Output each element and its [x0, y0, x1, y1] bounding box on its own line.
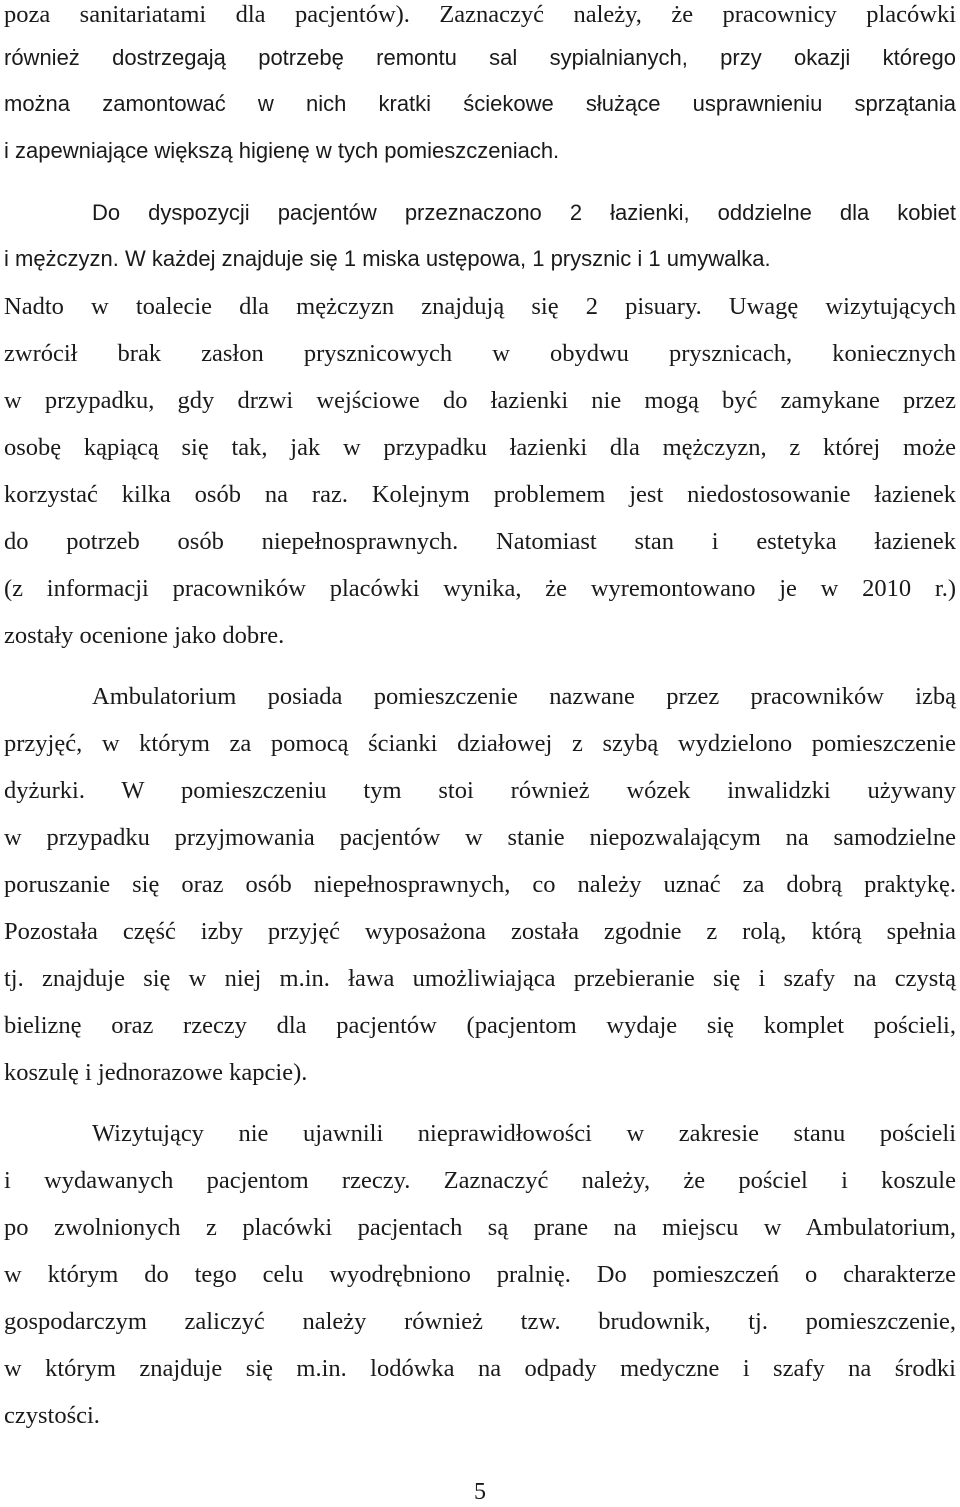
text-line: poza sanitariatami dla pacjentów). Zaznaczyć należy, że pracownicy placówki — [4, 1, 956, 28]
text-line: do potrzeb osób niepełnosprawnych. Natomiast stan i estetyka łazienek — [4, 528, 956, 555]
text-line: i zapewniające większą higienę w tych pomieszczeniach. — [4, 138, 560, 163]
text-line: osobę kąpiącą się tak, jak w przypadku łazienki dla mężczyzn, z której może — [4, 434, 956, 461]
text-line: bieliznę oraz rzeczy dla pacjentów (pacjentom wydaje się komplet pościeli, — [4, 1012, 956, 1039]
text-line: poruszanie się oraz osób niepełnosprawnych, co należy uznać za dobrą praktykę. — [4, 871, 956, 898]
text-line: i mężczyzn. W każdej znajduje się 1 miska ustępowa, 1 prysznic i 1 umywalka. — [4, 246, 771, 271]
text-line: czystości. — [4, 1402, 100, 1429]
text-line: również dostrzegają potrzebę remontu sal sypialnianych, przy okazji którego — [4, 45, 956, 70]
text-line: można zamontować w nich kratki ściekowe służące usprawnieniu sprzątania — [4, 91, 956, 116]
text-line: koszulę i jednorazowe kapcie). — [4, 1059, 308, 1086]
text-line: zostały ocenione jako dobre. — [4, 622, 285, 649]
text-line: dyżurki. W pomieszczeniu tym stoi również wózek inwalidzki używany — [4, 777, 956, 804]
text-line: Pozostała część izby przyjęć wyposażona została zgodnie z rolą, którą spełnia — [4, 918, 956, 945]
text-line: w przypadku przyjmowania pacjentów w stanie niepozwalającym na samodzielne — [4, 824, 956, 851]
text-line: w którym znajduje się m.in. lodówka na odpady medyczne i szafy na środki — [4, 1355, 956, 1382]
text-line: w którym do tego celu wyodrębniono pralnię. Do pomieszczeń o charakterze — [4, 1261, 956, 1288]
text-line: Do dyspozycji pacjentów przeznaczono 2 łazienki, oddzielne dla kobiet — [92, 200, 956, 225]
text-line: (z informacji pracowników placówki wynika, że wyremontowano je w 2010 r.) — [4, 575, 956, 602]
text-line: zwrócił brak zasłon prysznicowych w obydwu prysznicach, koniecznych — [4, 340, 956, 367]
text-line: w przypadku, gdy drzwi wejściowe do łazienki nie mogą być zamykane przez — [4, 387, 956, 414]
text-line: Nadto w toalecie dla mężczyzn znajdują się 2 pisuary. Uwagę wizytujących — [4, 293, 956, 320]
text-line: gospodarczym zaliczyć należy również tzw. brudownik, tj. pomieszczenie, — [4, 1308, 956, 1335]
page-number: 5 — [474, 1479, 486, 1505]
text-line: tj. znajduje się w niej m.in. ława umożliwiająca przebieranie się i szafy na czystą — [4, 965, 956, 992]
text-line: Wizytujący nie ujawnili nieprawidłowości w zakresie stanu pościeli — [92, 1120, 956, 1147]
text-line: Ambulatorium posiada pomieszczenie nazwane przez pracowników izbą — [92, 683, 956, 710]
text-line: przyjęć, w którym za pomocą ścianki działowej z szybą wydzielono pomieszczenie — [4, 730, 956, 757]
text-line: korzystać kilka osób na raz. Kolejnym problemem jest niedostosowanie łazienek — [4, 481, 956, 508]
text-line: i wydawanych pacjentom rzeczy. Zaznaczyć należy, że pościel i koszule — [4, 1167, 956, 1194]
text-line: po zwolnionych z placówki pacjentach są prane na miejscu w Ambulatorium, — [4, 1214, 956, 1241]
